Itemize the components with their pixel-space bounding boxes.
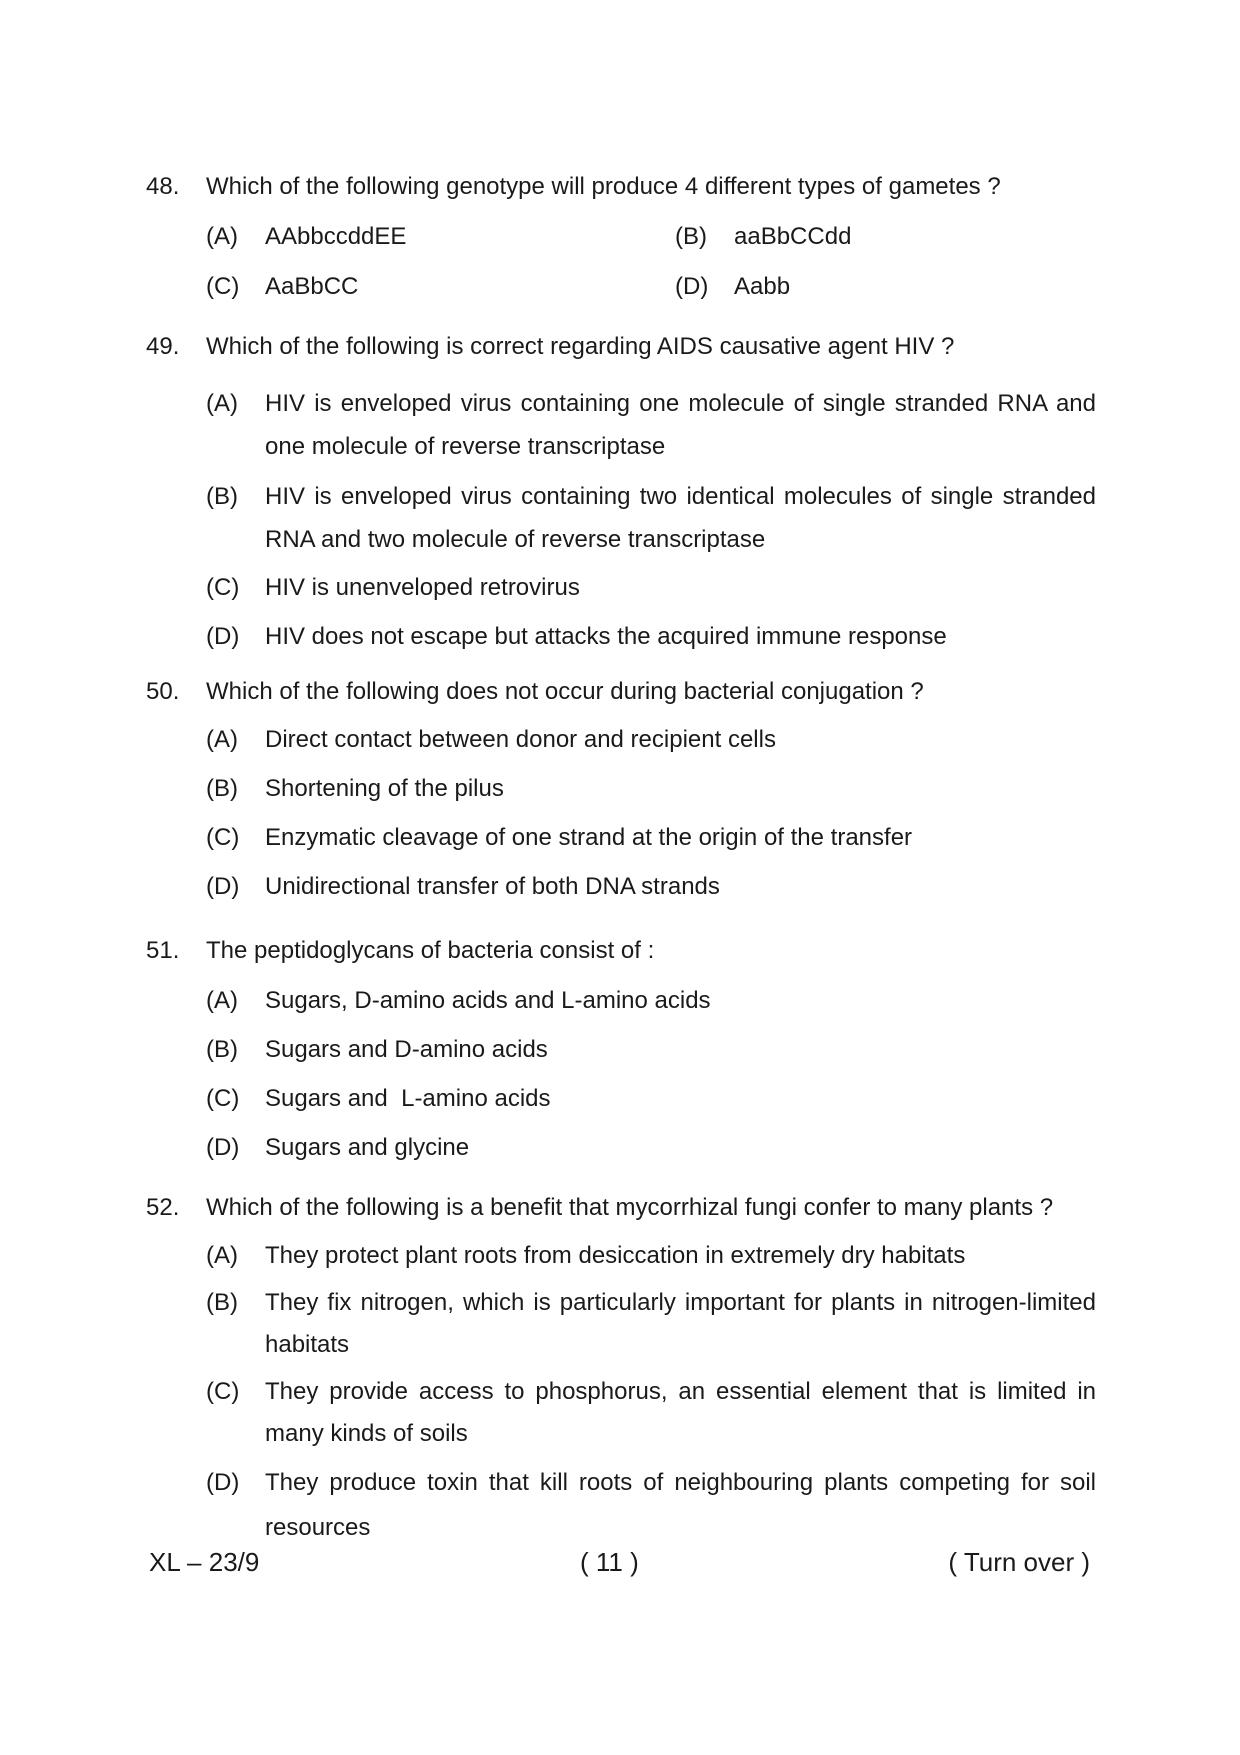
option-a bbox=[206, 986, 1096, 1016]
option-label: (D) bbox=[206, 873, 240, 900]
option-c bbox=[206, 573, 1096, 603]
option-label: (D) bbox=[206, 623, 240, 650]
option-label: (D) bbox=[675, 273, 709, 300]
turn-over-note: ( Turn over ) bbox=[948, 1547, 1090, 1577]
question-52 bbox=[146, 1193, 1096, 1550]
option-label: (B) bbox=[206, 1289, 238, 1316]
option-text: Sugars, D-amino acids and L-amino acids bbox=[265, 987, 711, 1014]
option-label: (A) bbox=[206, 987, 238, 1014]
option-text: Unidirectional transfer of both DNA strands bbox=[265, 873, 720, 900]
question-51 bbox=[146, 936, 1096, 1163]
option-label: (A) bbox=[206, 1242, 238, 1269]
question-number: 48. bbox=[146, 173, 180, 200]
option-label: (D) bbox=[206, 1134, 240, 1161]
option-c bbox=[206, 1371, 1096, 1455]
option-label: (D) bbox=[206, 1469, 240, 1496]
question-text: Which of the following does not occur during bacterial conjugation ? bbox=[206, 678, 924, 705]
option-d bbox=[206, 1133, 1096, 1163]
question-number: 52. bbox=[146, 1194, 180, 1221]
option-text: Sugars and glycine bbox=[265, 1134, 470, 1161]
option-text: Direct contact between donor and recipient cells bbox=[265, 726, 776, 753]
question-50 bbox=[146, 677, 1096, 902]
option-b bbox=[206, 1282, 1096, 1366]
option-c bbox=[206, 823, 1096, 853]
question-number: 51. bbox=[146, 937, 180, 964]
option-a bbox=[206, 1241, 1096, 1271]
question-text: Which of the following is a benefit that mycorrhizal fungi confer to many plants ? bbox=[206, 1194, 1054, 1221]
option-label: (C) bbox=[206, 273, 240, 300]
option-d bbox=[206, 872, 1096, 902]
option-text: AAbbccddEE bbox=[265, 223, 407, 250]
option-text: Sugars and D-amino acids bbox=[265, 1036, 548, 1063]
option-c bbox=[206, 1084, 1096, 1114]
option-row bbox=[206, 272, 1096, 302]
option-label: (B) bbox=[206, 483, 238, 510]
option-b bbox=[206, 1035, 1096, 1065]
question-text: Which of the following is correct regarding AIDS causative agent HIV ? bbox=[206, 333, 955, 360]
option-text: Enzymatic cleavage of one strand at the origin of the transfer bbox=[265, 824, 913, 851]
question-48 bbox=[146, 172, 1096, 302]
option-label: (A) bbox=[206, 726, 238, 753]
option-text: HIV is enveloped virus containing two identical molecules of single stranded RNA and two molecule of reverse transcriptase bbox=[265, 483, 1096, 553]
option-text: They produce toxin that kill roots of neighbouring plants competing for soil resources bbox=[265, 1469, 1096, 1541]
option-text: Aabb bbox=[734, 273, 791, 300]
option-label: (C) bbox=[206, 824, 240, 851]
option-b bbox=[206, 774, 1096, 804]
question-49 bbox=[146, 332, 1096, 652]
option-label: (C) bbox=[206, 1378, 240, 1405]
question-number: 50. bbox=[146, 678, 180, 705]
option-a bbox=[206, 382, 1096, 468]
option-text: Sugars and L-amino acids bbox=[265, 1085, 551, 1112]
option-label: (C) bbox=[206, 1085, 240, 1112]
option-label: (B) bbox=[675, 223, 707, 250]
question-number: 49. bbox=[146, 333, 180, 360]
option-d bbox=[206, 1460, 1096, 1550]
option-label: (B) bbox=[206, 1036, 238, 1063]
option-text: They protect plant roots from desiccation in extremely dry habitats bbox=[265, 1242, 966, 1269]
option-row bbox=[206, 222, 1096, 252]
option-text: HIV is enveloped virus containing one molecule of single stranded RNA and one molecule of reverse transcriptase bbox=[265, 390, 1096, 460]
question-text: The peptidoglycans of bacteria consist of : bbox=[206, 937, 655, 964]
paper-code: XL – 23/9 bbox=[149, 1547, 260, 1577]
option-text: HIV does not escape but attacks the acquired immune response bbox=[265, 623, 947, 650]
option-text: HIV is unenveloped retrovirus bbox=[265, 574, 580, 601]
option-text: Shortening of the pilus bbox=[265, 775, 504, 802]
option-a bbox=[206, 725, 1096, 755]
option-d bbox=[206, 622, 1096, 652]
option-text: aaBbCCdd bbox=[734, 223, 852, 250]
page-number: ( 11 ) bbox=[580, 1547, 639, 1577]
option-text: AaBbCC bbox=[265, 273, 359, 300]
option-label: (B) bbox=[206, 775, 238, 802]
option-text: They provide access to phosphorus, an essential element that is limited in many kinds of soils bbox=[265, 1378, 1096, 1447]
option-label: (C) bbox=[206, 574, 240, 601]
option-label: (A) bbox=[206, 223, 238, 250]
option-text: They fix nitrogen, which is particularly important for plants in nitrogen-limited habitats bbox=[265, 1289, 1096, 1358]
option-b bbox=[206, 475, 1096, 561]
question-text: Which of the following genotype will produce 4 different types of gametes ? bbox=[206, 173, 1001, 200]
option-label: (A) bbox=[206, 390, 238, 417]
